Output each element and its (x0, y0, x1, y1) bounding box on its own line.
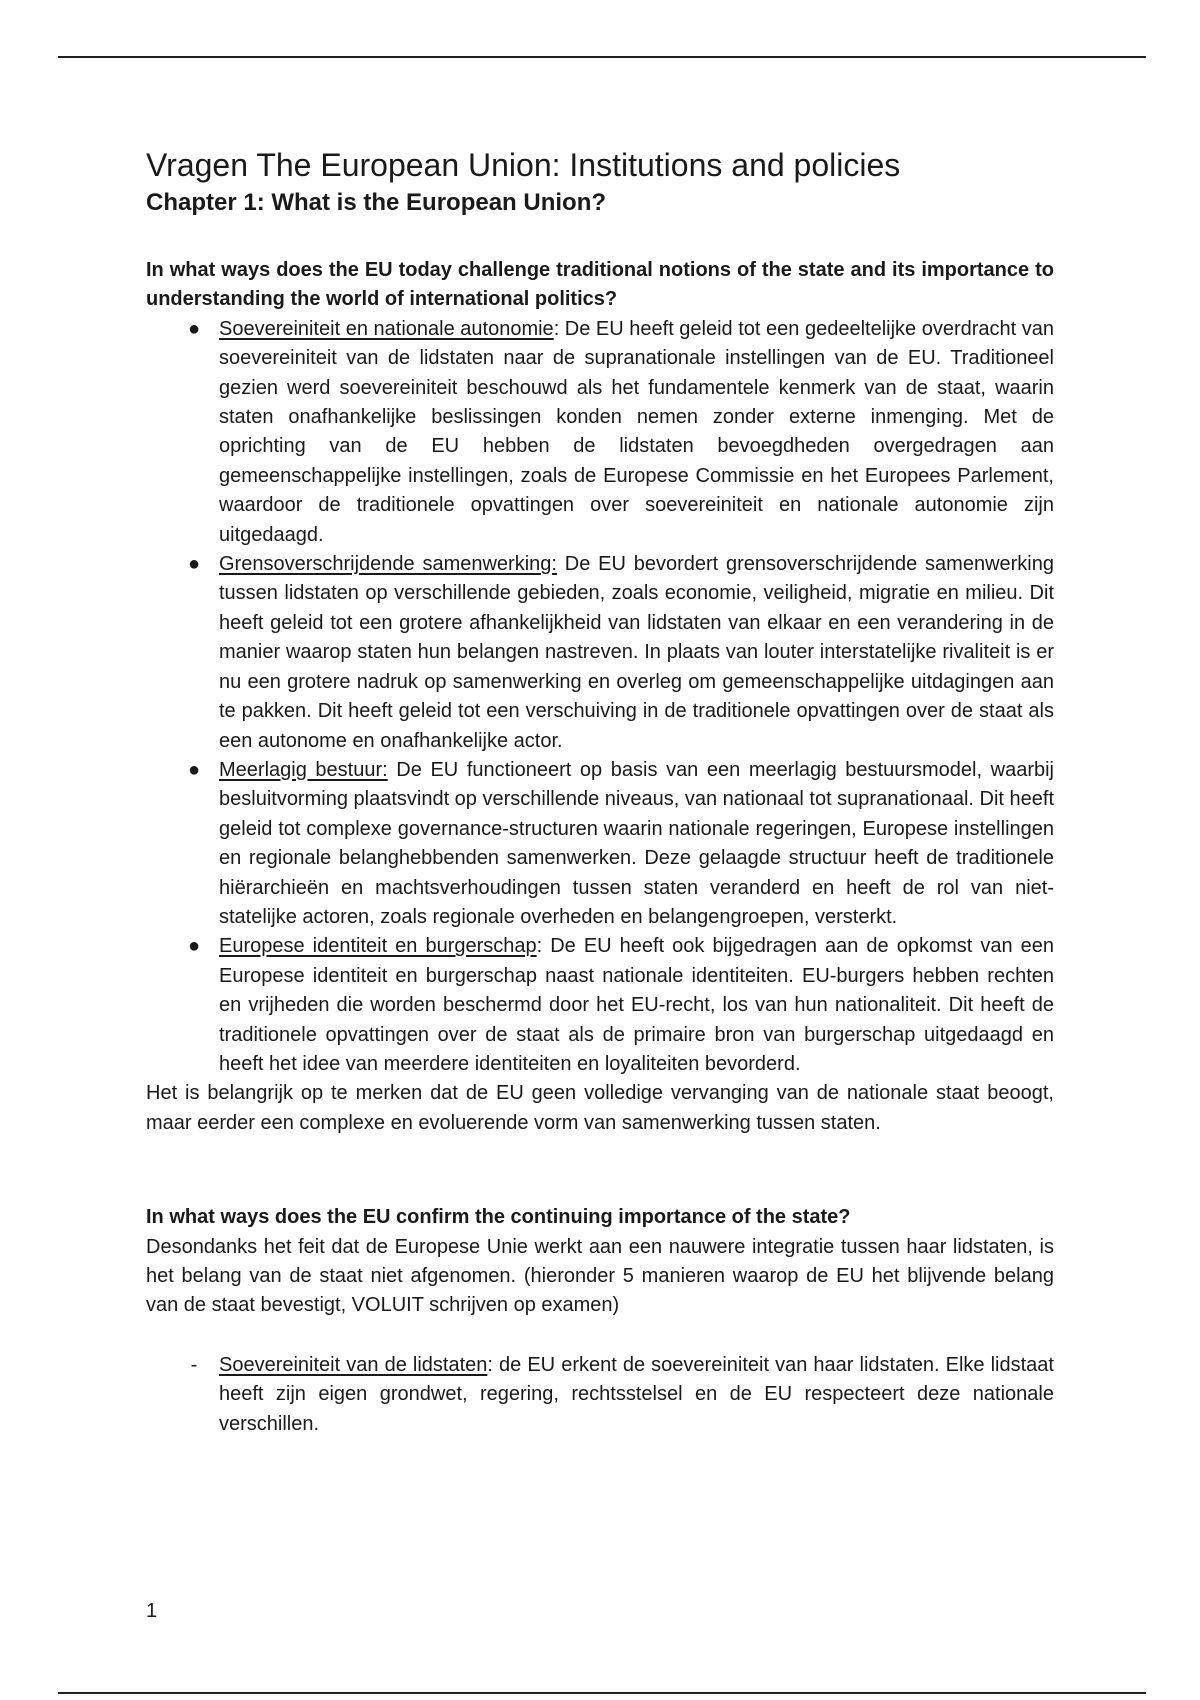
list-item (146, 315, 1054, 550)
bullet-marker: ● (187, 935, 201, 958)
item-term: Meerlagig bestuur: (219, 758, 388, 781)
section2-dash-list (146, 1351, 1054, 1439)
item-text: : De EU heeft geleid tot een gedeeltelijke overdracht van soevereiniteit van de lidstaten naar de supranationale instellingen van de EU. Traditioneel gezien werd soevereiniteit beschouwd als het fundamentele kenmerk van de staat, waarin staten onafhankelijke beslissingen konden nemen zonder externe inmenging. Met de oprichting van de EU hebben de lidstaten bevoegdheden overgedragen aan gemeenschappelijke instellingen, zoals de Europese Commissie en het Europees Parlement, waardoor de traditionele opvattingen over soevereiniteit en nationale autonomie zijn uitgedaagd. (219, 317, 1054, 546)
item-term: Soevereiniteit van de lidstaten (219, 1353, 488, 1376)
section1-conclusion: Het is belangrijk op te merken dat de EU geen volledige vervanging van de nationale staat beoogt, maar eerder een complexe en evoluerende vorm van samenwerking tussen staten. (146, 1082, 1054, 1134)
document-page (146, 144, 1054, 1439)
item-text: De EU functioneert op basis van een meerlagig bestuursmodel, waarbij besluitvorming plaatsvindt op verschillende niveaus, van nationaal tot supranationaal. Dit heeft geleid tot complexe governance-structuren waarin nationale regeringen, Europese instellingen en regionale belanghebbenden samenwerken. Deze gelaagde structuur heeft de traditionele hiërarchieën en machtsverhoudingen tussen staten veranderd en heeft de rol van niet-statelijke actoren, zoals regionale overheden en belangengroepen, versterkt. (219, 758, 1054, 928)
page-number: 1 (146, 1600, 158, 1622)
item-term: Europese identiteit en burgerschap (219, 935, 537, 958)
section1-bullet-list (146, 315, 1054, 1080)
item-text: : De EU heeft ook bijgedragen aan de opkomst van een Europese identiteit en burgerschap naast nationale identiteiten. EU-burgers hebben rechten en vrijheden die worden beschermd door het EU-recht, los van hun nationaliteit. Dit heeft de traditionele opvattingen over de staat als de primaire bron van burgerschap uitgedaagd en heeft het idee van meerdere identiteiten en loyaliteiten bevorderd. (219, 935, 1054, 1075)
item-text: De EU bevordert grensoverschrijdende samenwerking tussen lidstaten op verschillende gebieden, zoals economie, veiligheid, migratie en milieu. Dit heeft geleid tot een grotere afhankelijkheid van lidstaten van elkaar en een verandering in de manier waarop staten hun belangen nastreven. In plaats van louter interstatelijke rivaliteit is er nu een grotere nadruk op samenwerking en overleg om gemeenschappelijke uitdagingen aan te pakken. Dit heeft geleid tot een verschuiving in de traditionele opvattingen over de staat als een autonome en onafhankelijke actor. (219, 553, 1054, 752)
item-term: Soevereiniteit en nationale autonomie (219, 317, 554, 340)
section2-question: In what ways does the EU confirm the continuing importance of the state? (146, 1206, 851, 1229)
list-item (146, 1351, 1054, 1439)
header-rule (58, 56, 1146, 58)
list-item (146, 756, 1054, 932)
section2-intro: Desondanks het feit dat de Europese Unie werkt aan een nauwere integratie tussen haar lidstaten, is het belang van de staat niet afgenomen. (hieronder 5 manieren waarop de EU het blijvende belang van de staat bevestigt, VOLUIT schrijven op examen) (146, 1235, 1054, 1317)
document-title: Vragen The European Union: Institutions and policies (146, 147, 901, 183)
bullet-marker: ● (187, 317, 201, 340)
item-text: : de EU erkent de soevereiniteit van haar lidstaten. Elke lidstaat heeft zijn eigen grondwet, regering, rechtsstelsel en de EU respecteert deze nationale verschillen. (219, 1353, 1054, 1435)
bullet-marker: ● (187, 758, 201, 781)
chapter-title: Chapter 1: What is the European Union? (146, 189, 607, 216)
dash-marker: - (190, 1353, 198, 1376)
item-term: Grensoverschrijdende samenwerking: (219, 553, 557, 576)
bullet-marker: ● (187, 553, 201, 576)
footer-rule (58, 1692, 1146, 1694)
list-item (146, 550, 1054, 756)
section1-question: In what ways does the EU today challenge traditional notions of the state and its importance to understanding the world of international politics? (146, 259, 1054, 311)
list-item (146, 932, 1054, 1079)
